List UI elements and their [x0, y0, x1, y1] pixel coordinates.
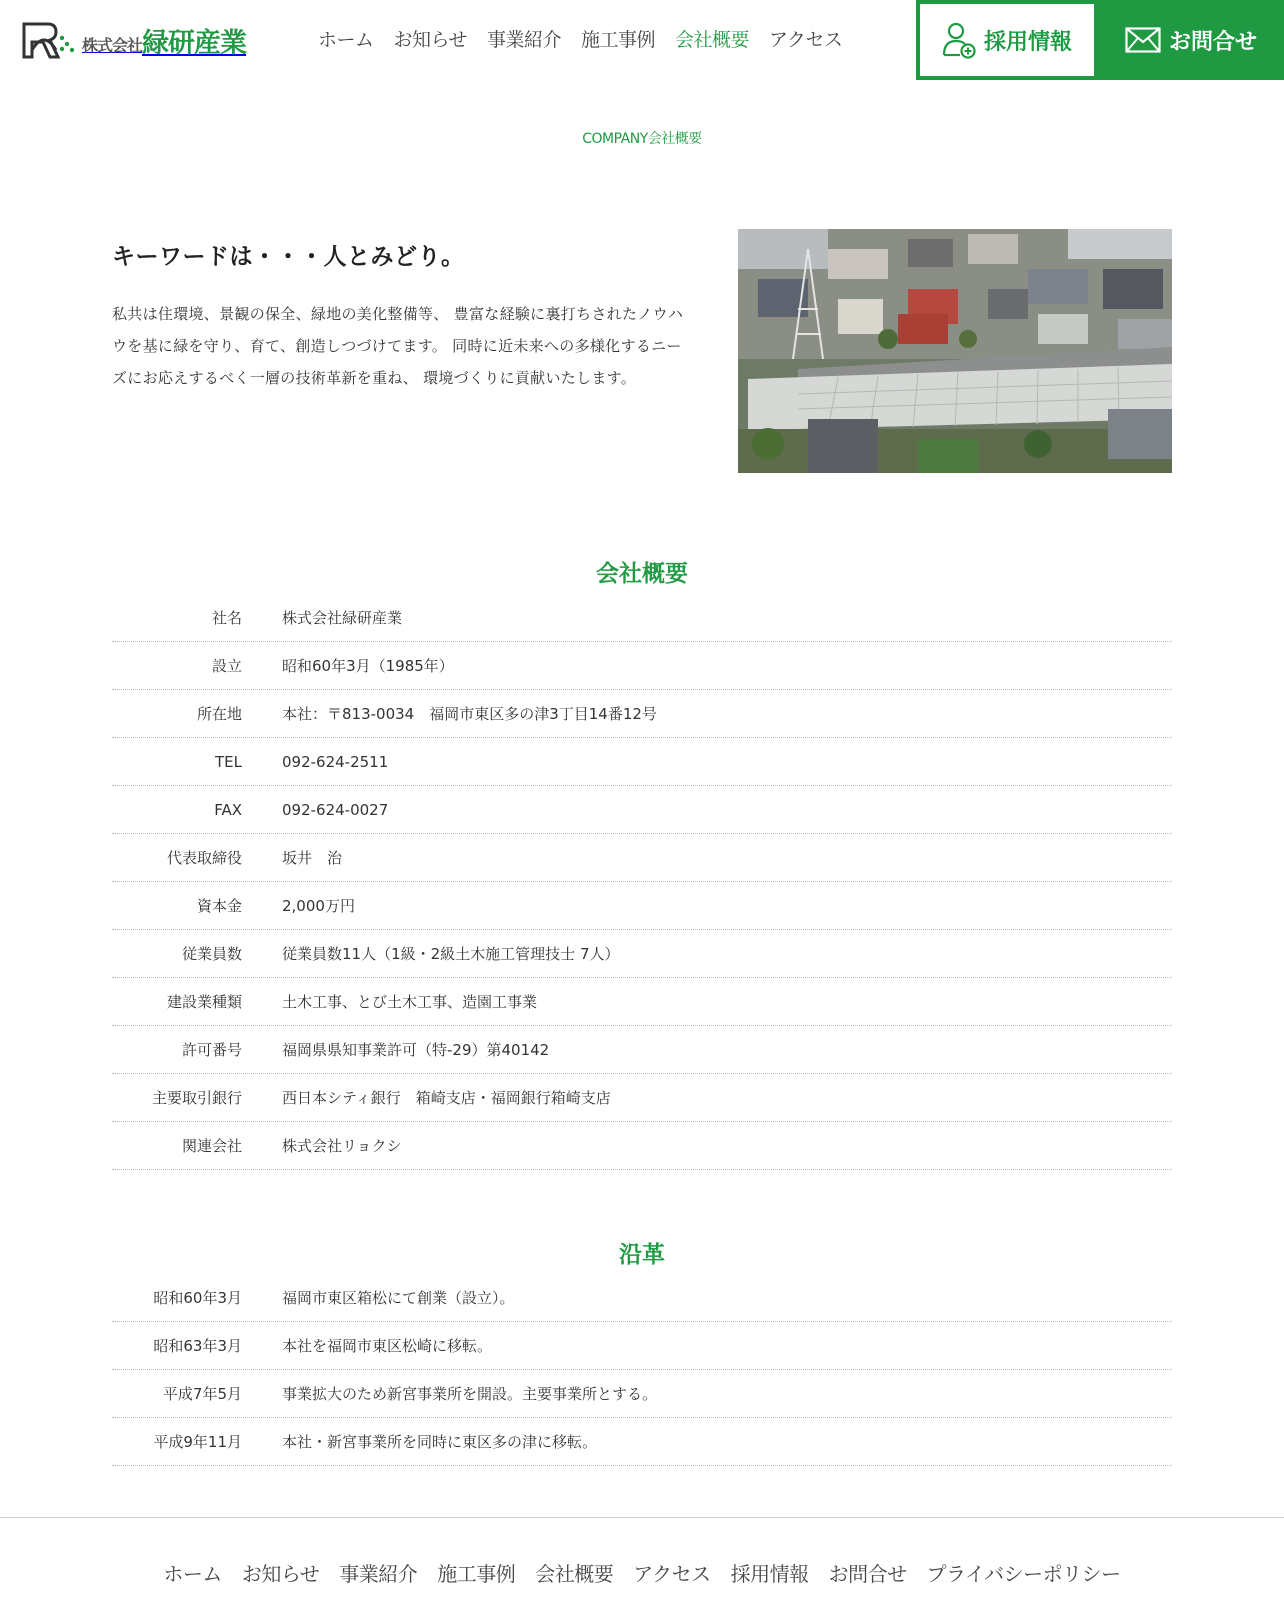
intro-text: 私共は住環境、景観の保全、緑地の美化整備等、 豊富な経験に裏打ちされたノウハウを基に緑を守り、育て、創造しつづけてます。 同時に近未来への多様化するニーズにお応えするべく一層の技術革新を重ね、 環境づくりに貢献いたします。	[112, 305, 684, 387]
row-value: 坂井 治	[282, 849, 343, 867]
nav-item-access[interactable]: アクセス	[769, 29, 843, 51]
recruit-button-label: 採用情報	[983, 29, 1072, 55]
row-label: 関連会社	[181, 1137, 242, 1155]
nav-item-company[interactable]: 会社概要	[674, 29, 749, 51]
row-label: 昭和60年3月	[153, 1289, 242, 1307]
footer-divider	[0, 1517, 1284, 1518]
footer-link-news[interactable]: お知らせ	[241, 1562, 320, 1586]
table-row	[112, 642, 1172, 690]
logo-company-name: 緑研産業	[142, 27, 247, 59]
table-row	[112, 834, 1172, 882]
history-table	[112, 1274, 1172, 1466]
site-logo[interactable]	[22, 20, 246, 60]
mail-icon	[1125, 27, 1161, 53]
table-row	[112, 1026, 1172, 1074]
nav-item-business[interactable]: 事業紹介	[486, 29, 561, 51]
row-label: 許可番号	[181, 1041, 242, 1059]
table-row	[112, 594, 1172, 642]
history-title: 沿革	[619, 1242, 665, 1268]
intro-title: キーワードは・・・人とみどり。	[112, 244, 465, 270]
table-row	[112, 882, 1172, 930]
footer-link-home[interactable]: ホーム	[163, 1562, 222, 1586]
row-label: 平成7年5月	[162, 1385, 242, 1403]
company-profile-title: 会社概要	[596, 561, 688, 587]
table-row	[112, 1274, 1172, 1322]
row-label: 資本金	[196, 897, 242, 915]
table-row	[112, 738, 1172, 786]
footer-nav	[0, 1558, 1284, 1587]
footer-link-privacy[interactable]: プライバシーポリシー	[926, 1562, 1121, 1586]
row-value: 福岡県県知事業許可（特-29）第40142	[282, 1041, 550, 1059]
row-label: TEL	[215, 752, 242, 771]
row-label: 代表取締役	[166, 849, 242, 867]
table-row	[112, 978, 1172, 1026]
row-value: 昭和60年3月（1985年）	[282, 657, 454, 675]
page-eyebrow: COMPANY会社概要	[582, 131, 702, 147]
row-value: 本社を福岡市東区松崎に移転。	[282, 1337, 493, 1355]
table-row	[112, 1370, 1172, 1418]
recruit-button[interactable]	[916, 0, 1098, 80]
contact-button[interactable]	[1098, 0, 1284, 80]
table-row	[112, 930, 1172, 978]
nav-item-news[interactable]: お知らせ	[393, 29, 467, 51]
row-label: 社名	[211, 609, 242, 627]
footer-link-company[interactable]: 会社概要	[535, 1562, 614, 1586]
table-row	[112, 1074, 1172, 1122]
footer-link-business[interactable]: 事業紹介	[339, 1562, 418, 1586]
row-value: 2,000万円	[282, 897, 355, 915]
row-label: 所在地	[196, 705, 242, 723]
aerial-site-photo	[738, 229, 1172, 473]
logo-company-type: 株式会社	[82, 35, 143, 55]
row-value: 本社・新宮事業所を同時に東区多の津に移転。	[282, 1433, 598, 1451]
row-label: 設立	[211, 657, 242, 675]
table-row	[112, 690, 1172, 738]
row-value: 092-624-2511	[282, 752, 389, 771]
main-nav	[318, 24, 862, 56]
row-value: 福岡市東区箱松にて創業（設立）。	[282, 1289, 515, 1307]
row-value: 西日本シティ銀行 箱崎支店・福岡銀行箱崎支店	[282, 1089, 611, 1107]
site-header	[0, 0, 1284, 80]
row-value: 従業員数11人（1級・2級土木施工管理技士 7人）	[282, 945, 620, 963]
person-plus-icon	[942, 21, 976, 59]
table-row	[112, 1122, 1172, 1170]
row-label: 昭和63年3月	[153, 1337, 242, 1355]
row-value: 土木工事、とび土木工事、造園工事業	[282, 993, 538, 1011]
row-label: 従業員数	[181, 945, 242, 963]
table-row	[112, 1322, 1172, 1370]
row-label: 主要取引銀行	[151, 1089, 242, 1107]
table-row	[112, 786, 1172, 834]
footer-link-recruit[interactable]: 採用情報	[730, 1562, 809, 1586]
row-label: 平成9年11月	[153, 1433, 242, 1451]
logo-mark-icon	[22, 20, 78, 60]
nav-item-home[interactable]: ホーム	[318, 29, 374, 51]
row-value: 株式会社リョクシ	[282, 1137, 402, 1155]
row-label: FAX	[214, 800, 242, 819]
table-row	[112, 1418, 1172, 1466]
row-value: 株式会社緑研産業	[282, 609, 403, 627]
row-value: 本社：〒813-0034 福岡市東区多の津3丁目14番12号	[282, 705, 657, 723]
row-label: 建設業種類	[166, 993, 242, 1011]
row-value: 092-624-0027	[282, 800, 389, 819]
footer-link-works[interactable]: 施工事例	[437, 1562, 516, 1586]
footer-link-contact[interactable]: お問合せ	[828, 1562, 907, 1586]
contact-button-label: お問合せ	[1168, 29, 1257, 55]
footer-link-access[interactable]: アクセス	[633, 1562, 711, 1586]
nav-item-works[interactable]: 施工事例	[580, 29, 655, 51]
company-profile-table	[112, 594, 1172, 1170]
row-value: 事業拡大のため新宮事業所を開設。主要事業所とする。	[282, 1385, 658, 1403]
